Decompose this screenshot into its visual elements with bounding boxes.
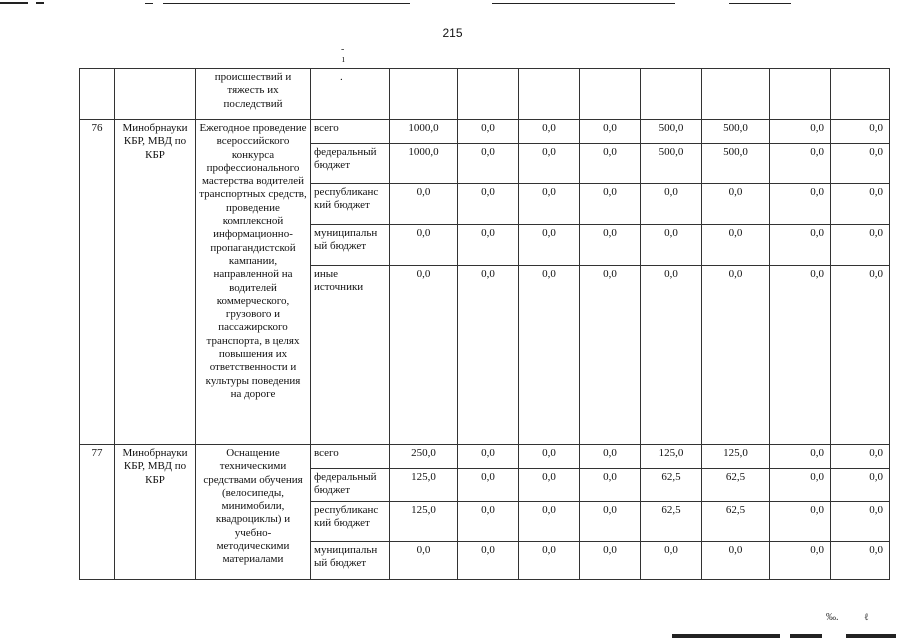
value-cell: 0,0 (519, 120, 580, 144)
value-cell: 0,0 (831, 502, 890, 542)
funding-source-cell: муниципальн ый бюджет (311, 542, 390, 580)
value-cell: 0,0 (458, 502, 519, 542)
event-cell: Ежегодное проведение всероссийского конкурса профессионального мастерства водителей транспортных средств, проведение комплексной информационно-пропагандистской кампании, направленной на водителей коммерческого, грузового и пассажирского транспорта, в целях повышения их ответственности и культуры поведения на дороге (196, 120, 311, 445)
scan-artifact-bars (846, 634, 896, 638)
value-cell: 0,0 (831, 266, 890, 445)
value-cell: 0,0 (702, 542, 770, 580)
funding-source-cell: иные источники (311, 266, 390, 445)
value-cell: 0,0 (580, 542, 641, 580)
funding-source-cell: федеральный бюджет (311, 144, 390, 184)
funding-source-cell: республиканс кий бюджет (311, 184, 390, 225)
value-cell: 0,0 (831, 445, 890, 469)
scan-speck: . (340, 71, 343, 83)
value-cell: 0,0 (458, 225, 519, 266)
value-cell: 0,0 (519, 144, 580, 184)
table-row (80, 445, 890, 469)
value-cell: 125,0 (390, 502, 458, 542)
value-cell: 0,0 (641, 542, 702, 580)
funding-source-cell: муниципальн ый бюджет (311, 225, 390, 266)
value-cell: 0,0 (770, 184, 831, 225)
value-cell: 62,5 (641, 502, 702, 542)
value-cell: 0,0 (770, 144, 831, 184)
executor-cell: Минобрнауки КБР, МВД по КБР (115, 445, 196, 580)
value-cell: 0,0 (702, 266, 770, 445)
scan-speck: ı (342, 54, 345, 65)
value-cell: 0,0 (770, 225, 831, 266)
scan-speck: ℓ (864, 612, 869, 623)
scan-speck: ‰. (826, 612, 839, 623)
scan-artifact-line (492, 3, 675, 4)
value-cell: 0,0 (519, 502, 580, 542)
value-cell: 1000,0 (390, 120, 458, 144)
value-cell: 0,0 (390, 542, 458, 580)
value-cell: 0,0 (519, 225, 580, 266)
value-cell: 0,0 (770, 502, 831, 542)
scan-artifact-bars (672, 634, 780, 638)
value-cell: 0,0 (831, 120, 890, 144)
value-cell: 62,5 (702, 469, 770, 502)
scan-artifact-line (163, 3, 410, 4)
funding-source-cell: республиканс кий бюджет (311, 502, 390, 542)
page-number: 215 (442, 26, 463, 40)
scan-artifact-line (145, 3, 153, 4)
value-cell: 500,0 (702, 144, 770, 184)
value-cell: 0,0 (770, 266, 831, 445)
value-cell: 62,5 (702, 502, 770, 542)
value-cell: 250,0 (390, 445, 458, 469)
value-cell: 0,0 (702, 225, 770, 266)
value-cell: 500,0 (641, 120, 702, 144)
value-cell: 0,0 (458, 469, 519, 502)
value-cell: 0,0 (770, 469, 831, 502)
budget-table (79, 68, 890, 580)
value-cell: 0,0 (519, 445, 580, 469)
value-cell: 0,0 (458, 445, 519, 469)
value-cell: 0,0 (580, 225, 641, 266)
value-cell: 0,0 (831, 225, 890, 266)
value-cell: 500,0 (641, 144, 702, 184)
scan-speck: - (341, 44, 345, 55)
value-cell: 0,0 (580, 184, 641, 225)
value-cell: 0,0 (580, 445, 641, 469)
table-row (80, 120, 890, 144)
value-cell: 0,0 (831, 469, 890, 502)
row-number: 77 (80, 445, 115, 580)
value-cell: 0,0 (580, 469, 641, 502)
value-cell: 0,0 (770, 445, 831, 469)
value-cell: 0,0 (831, 542, 890, 580)
value-cell: 0,0 (831, 144, 890, 184)
value-cell: 0,0 (831, 184, 890, 225)
funding-source-cell: федеральный бюджет (311, 469, 390, 502)
funding-source-cell: всего (311, 445, 390, 469)
scan-artifact-bars (790, 634, 822, 638)
value-cell: 62,5 (641, 469, 702, 502)
value-cell: 0,0 (641, 225, 702, 266)
value-cell: 0,0 (641, 266, 702, 445)
value-cell: 0,0 (580, 266, 641, 445)
value-cell: 0,0 (458, 144, 519, 184)
value-cell: 125,0 (702, 445, 770, 469)
scan-artifact-line (729, 3, 791, 4)
value-cell: 0,0 (390, 184, 458, 225)
table-row (80, 69, 890, 120)
value-cell: 0,0 (770, 120, 831, 144)
event-cell: Оснащение техническими средствами обучения (велосипеды, минимобили, квадроциклы) и учебно-методическими материалами (196, 445, 311, 580)
funding-source-cell: всего (311, 120, 390, 144)
value-cell: 0,0 (770, 542, 831, 580)
value-cell: 0,0 (458, 120, 519, 144)
value-cell: 0,0 (580, 144, 641, 184)
value-cell: 1000,0 (390, 144, 458, 184)
value-cell: 500,0 (702, 120, 770, 144)
value-cell: 0,0 (519, 469, 580, 502)
value-cell: 0,0 (580, 502, 641, 542)
value-cell: 0,0 (519, 184, 580, 225)
value-cell: 0,0 (580, 120, 641, 144)
row-number: 76 (80, 120, 115, 445)
scan-artifact-line (36, 2, 44, 4)
scan-artifact-line (0, 2, 28, 4)
value-cell: 0,0 (390, 225, 458, 266)
value-cell: 0,0 (641, 184, 702, 225)
value-cell: 0,0 (458, 184, 519, 225)
event-cell-continued: происшествий и тяжесть их последствий (196, 69, 311, 120)
value-cell: 0,0 (519, 266, 580, 445)
value-cell: 125,0 (641, 445, 702, 469)
executor-cell: Минобрнауки КБР, МВД по КБР (115, 120, 196, 445)
value-cell: 0,0 (390, 266, 458, 445)
value-cell: 0,0 (702, 184, 770, 225)
value-cell: 0,0 (458, 266, 519, 445)
value-cell: 125,0 (390, 469, 458, 502)
value-cell: 0,0 (458, 542, 519, 580)
value-cell: 0,0 (519, 542, 580, 580)
